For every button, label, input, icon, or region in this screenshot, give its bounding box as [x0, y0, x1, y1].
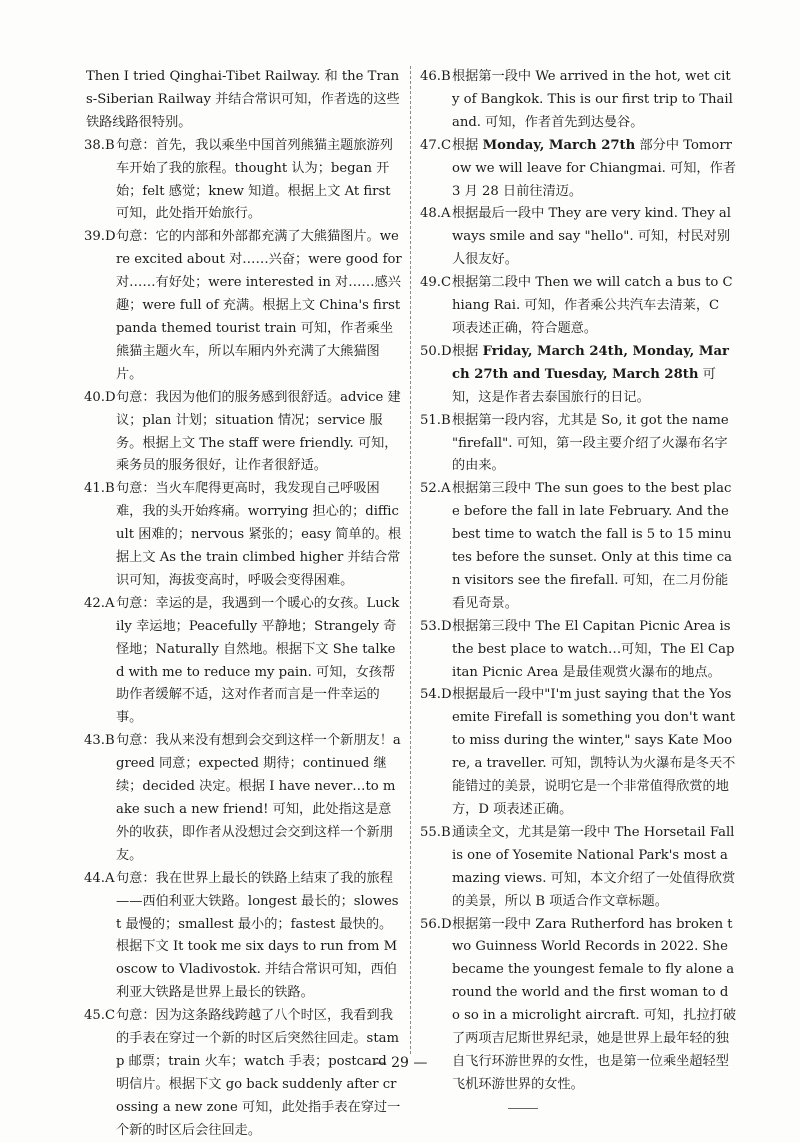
- answer-item: [420, 478, 736, 615]
- answer-number: 38.B: [84, 137, 115, 153]
- right-answer-list: [420, 66, 736, 1097]
- answer-item: [420, 616, 736, 685]
- column-divider: [410, 66, 411, 1054]
- answer-number: 50.D: [420, 343, 452, 359]
- answer-item: [420, 135, 736, 204]
- answer-number: 55.B: [420, 824, 451, 840]
- answer-bold-reference: Friday, March 24th, Monday, March 27th and Tuesday, March 28th: [452, 343, 729, 382]
- answer-item: [84, 226, 402, 386]
- answer-number: 47.C: [420, 137, 452, 153]
- footer-rule: [508, 1108, 538, 1109]
- answer-number: 42.A: [84, 595, 115, 611]
- answer-explanation: 根据最后一段中"I'm just saying that the Yosemite Firefall is something you don't want to miss during the winter," says Kate Moore, a traveller. 可知，凯特认为火瀑布是冬天不能错过的美景，说明它是一个非常值得欣赏的地方，D 项表述正确。: [452, 687, 736, 817]
- answer-item: [84, 1005, 402, 1142]
- answer-explanation: 句意：幸运的是，我遇到一个暖心的女孩。Luckily 幸运地；Peacefully 平静地；Strangely 奇怪地；Naturally 自然地。根据下文 She talked with me to reduce my pain. 可知，女孩帮助作者缓解不适，这对作者而言是一件幸运的事。: [116, 595, 400, 726]
- right-column: [420, 66, 736, 1097]
- answer-explanation: 根据第二段中 Then we will catch a bus to Chiang Rai. 可知，作者乘公共汽车去清莱，C 项表述正确，符合题意。: [452, 275, 733, 336]
- answer-explanation: 句意：我在世界上最长的铁路上结束了我的旅程——西伯利亚大铁路。longest 最长的；slowest 最慢的；smallest 最小的；fastest 最快的。根据下文 It took me six days to run from Moscow to Vladivostok. 并结合常识可知，西伯利亚大铁路是世界上最长的铁路。: [116, 870, 399, 1001]
- page-number: — 29 —: [372, 1055, 428, 1071]
- answer-number: 56.D: [420, 916, 452, 932]
- left-column: [84, 66, 402, 1143]
- answer-explanation: 通读全文，尤其是第一段中 The Horsetail Fall is one of Yosemite National Park's most amazing views. 可知，本文介绍了一处值得欣赏的美景，所以 B 项适合作文章标题。: [452, 824, 736, 909]
- answer-number: 52.A: [420, 481, 451, 497]
- answer-explanation: 根据第三段中 The sun goes to the best place before the fall in late February. And the best time to watch the fall is 5 to 15 minutes before the sunset. Only at this time can visitors see the firefall. 可知，在二月份能看见奇景。: [452, 481, 732, 611]
- answer-item: [420, 684, 736, 821]
- answer-number: 39.D: [84, 229, 116, 245]
- answer-item: [420, 203, 736, 272]
- answer-explanation: 句意：首先，我以乘坐中国首列熊猫主题旅游列车开始了我的旅程。thought 认为；began 开始；felt 感觉；knew 知道。根据上文 At first 可知，此处指开始旅行。: [116, 137, 393, 222]
- answer-explanation: 句意：我因为他们的服务感到很舒适。advice 建议；plan 计划；situation 情况；service 服务。根据上文 The staff were friendly. 可知，乘务员的服务很好，让作者很舒适。: [116, 389, 401, 474]
- answer-item: [84, 730, 402, 867]
- answer-explanation: 部分中 Tomorrow we will leave for Chiangmai. 可知，作者 3 月 28 日前往清迈。: [452, 137, 736, 199]
- answer-explanation: 根据最后一段中 They are very kind. They always smile and say "hello". 可知，村民对别人很友好。: [452, 206, 731, 268]
- answer-explanation: 句意：当火车爬得更高时，我发现自己呼吸困难，我的头开始疼痛。worrying 担心的；difficult 困难的；nervous 紧张的；easy 简单的。根据上文 As the train climbed higher 并结合常识可知，海拔变高时，呼吸会变得困难。: [116, 481, 402, 588]
- answer-bold-reference: Monday, March 27th: [482, 137, 636, 153]
- left-answer-list: [84, 135, 402, 1143]
- answer-explanation: 根据第一段中 Zara Rutherford has broken two Guinness World Records in 2022. She became the youngest female to fly alone around the world and the first woman to do so in a microlight aircraft. 可知，扎拉打破了两项吉尼斯世界纪录，她是世界上最年轻的独自飞行环游世界的女性，也是第一位乘坐超轻型飞机环游世界的女性。: [452, 916, 737, 1092]
- answer-item: [84, 135, 402, 227]
- answer-item: [84, 868, 402, 1005]
- answer-item: [420, 341, 736, 410]
- answer-explanation: 句意：因为这条路线跨越了八个时区，我看到我的手表在穿过一个新的时区后突然往回走。stamp 邮票；train 火车；watch 手表；postcard 明信片。根据下文 go back suddenly after crossing a new zone 可知，此处指手表在穿过一个新的时区后会往回走。: [116, 1008, 401, 1138]
- answer-number: 49.C: [420, 275, 452, 291]
- continued-answer-text: Then I tried Qinghai-Tibet Railway. 和 the Trans-Siberian Railway 并结合常识可知，作者选的这些铁路线路很特别。: [86, 69, 400, 130]
- answer-item: [420, 66, 736, 135]
- answer-item: [420, 410, 736, 479]
- answer-number: 46.B: [420, 69, 451, 84]
- answer-number: 40.D: [84, 389, 116, 405]
- answer-number: 41.B: [84, 481, 115, 497]
- answer-explanation: 根据第一段内容，尤其是 So, it got the name "firefall". 可知，第一段主要介绍了火瀑布名字的由来。: [452, 412, 729, 474]
- answer-explanation: 根据第一段中 We arrived in the hot, wet city of Bangkok. This is our first trip to Thailand. 可知，作者首先到达曼谷。: [452, 69, 733, 130]
- answer-item: [84, 478, 402, 593]
- answer-number: 45.C: [84, 1008, 116, 1024]
- answer-number: 48.A: [420, 206, 451, 222]
- answer-item: [84, 593, 402, 730]
- answer-explanation: 句意：我从来没有想到会交到这样一个新朋友！agreed 同意；expected 期待；continued 继续；decided 决定。根据 I have never…to make such a new friend! 可知，此处指这是意外的收获，即作者从没想过会交到这样一个新朋友。: [116, 733, 401, 863]
- answer-number: 51.B: [420, 412, 451, 428]
- answer-text-prefix: 根据: [452, 137, 483, 153]
- answer-explanation: 句意：它的内部和外部都充满了大熊猫图片。were excited about 对……兴奋；were good for 对……有好处；were interested in 对……感兴趣；were full of 充满。根据上文 China's first panda themed tourist train 可知，作者乘坐熊猫主题火车，所以车厢内外充满了大熊猫图片。: [116, 229, 402, 382]
- answer-explanation: 可知，这是作者去泰国旅行的日记。: [452, 366, 716, 405]
- answer-number: 44.A: [84, 870, 115, 886]
- answer-explanation: 根据第三段中 The El Capitan Picnic Area is the best place to watch…可知，The El Capitan Picnic Area 是最佳观赏火瀑布的地点。: [452, 618, 735, 680]
- answer-number: 53.D: [420, 618, 452, 634]
- answer-item: [84, 387, 402, 479]
- answer-item: [420, 272, 736, 341]
- answer-item: [420, 822, 736, 914]
- answer-number: 54.D: [420, 687, 452, 703]
- answer-number: 43.B: [84, 733, 115, 749]
- answer-text-prefix: 根据: [452, 343, 483, 359]
